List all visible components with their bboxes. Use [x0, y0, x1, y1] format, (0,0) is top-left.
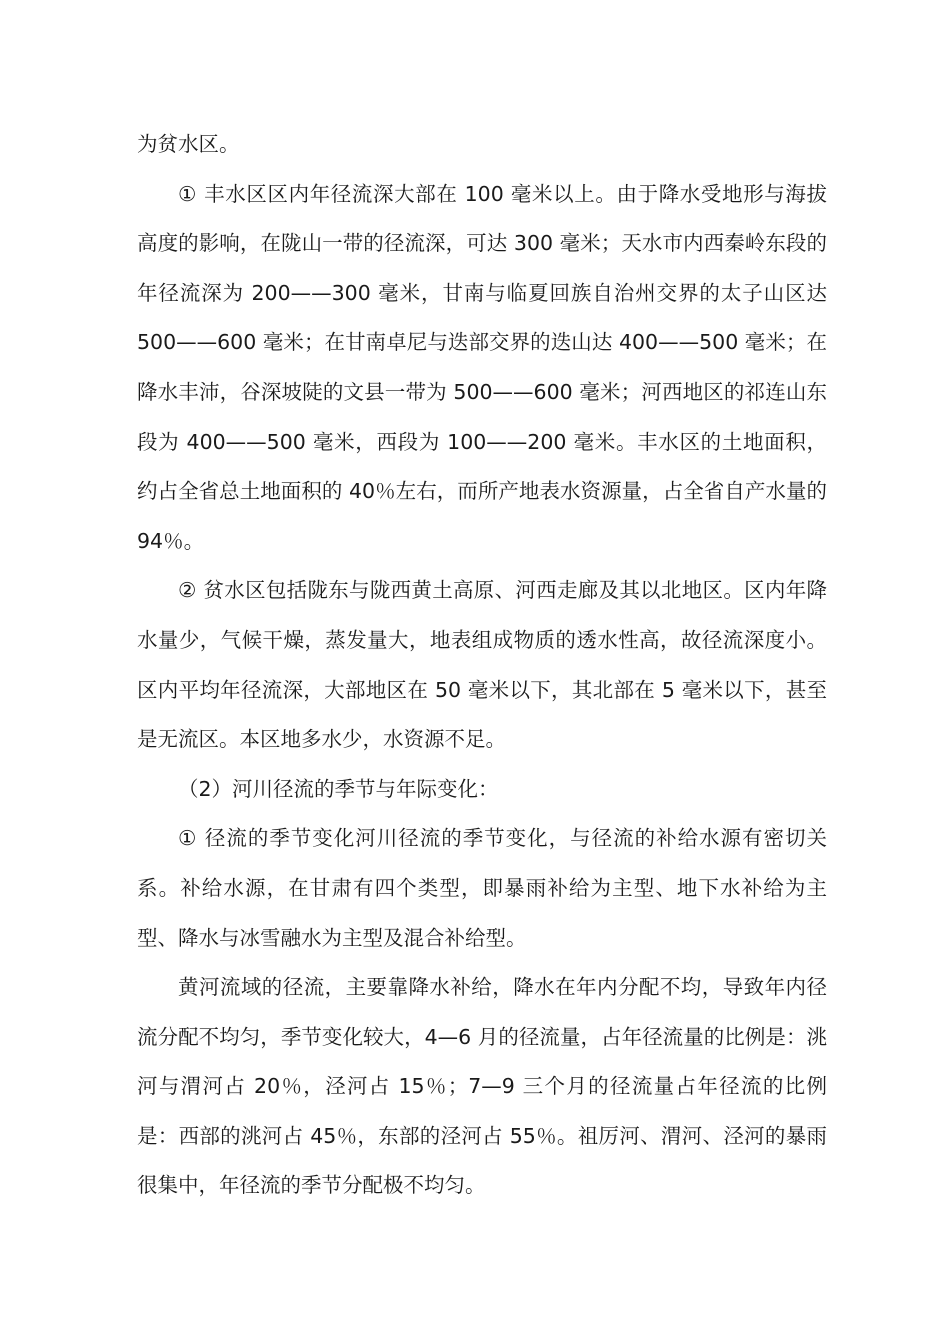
paragraph-continuation: 为贫水区。	[137, 132, 240, 156]
paragraph-scarce-water-zone: ② 贫水区包括陇东与陇西黄土高原、河西走廊及其以北地区。区内年降水量少，气候干燥，蒸发量大，地表组成物质的透水性高，故径流深度小。区内平均年径流深，大部地区在 50 毫米以下，其北部在 5 毫米以下，甚至是无流区。本区地多水少，水资源不足。	[137, 578, 827, 752]
paragraph-yellow-river-runoff: 黄河流域的径流，主要靠降水补给，降水在年内分配不均，导致年内径流分配不均匀，季节变化较大，4—6 月的径流量，占年径流量的比例是：洮河与渭河占 20％，泾河占 15％；7—9 三个月的径流量占年径流的比例是：西部的洮河占 45％，东部的泾河占 55％。祖厉河、渭河、泾河的暴雨很集中，年径流的季节分配极不均匀。	[137, 975, 827, 1198]
paragraph-seasonal-variation: ① 径流的季节变化河川径流的季节变化，与径流的补给水源有密切关系。补给水源，在甘肃有四个类型，即暴雨补给为主型、地下水补给为主型、降水与冰雪融水为主型及混合补给型。	[137, 826, 827, 950]
paragraph-abundant-water-zone: ① 丰水区区内年径流深大部在 100 毫米以上。由于降水受地形与海拔高度的影响，在陇山一带的径流深，可达 300 毫米；天水市内西秦岭东段的年径流深为 200——300 毫米，甘南与临夏回族自治州交界的太子山区达 500——600 毫米；在甘南卓尼与迭部交界的迭山达 400——500 毫米；在降水丰沛，谷深坡陡的文县一带为 500——600 毫米；河西地区的祁连山东段为 400——500 毫米，西段为 100——200 毫米。丰水区的土地面积，约占全省总土地面积的 40％左右，而所产地表水资源量，占全省自产水量的 94％。	[137, 181, 827, 553]
document-body	[137, 120, 827, 1211]
section-heading-runoff-variation: （2）河川径流的季节与年际变化：	[178, 776, 499, 801]
